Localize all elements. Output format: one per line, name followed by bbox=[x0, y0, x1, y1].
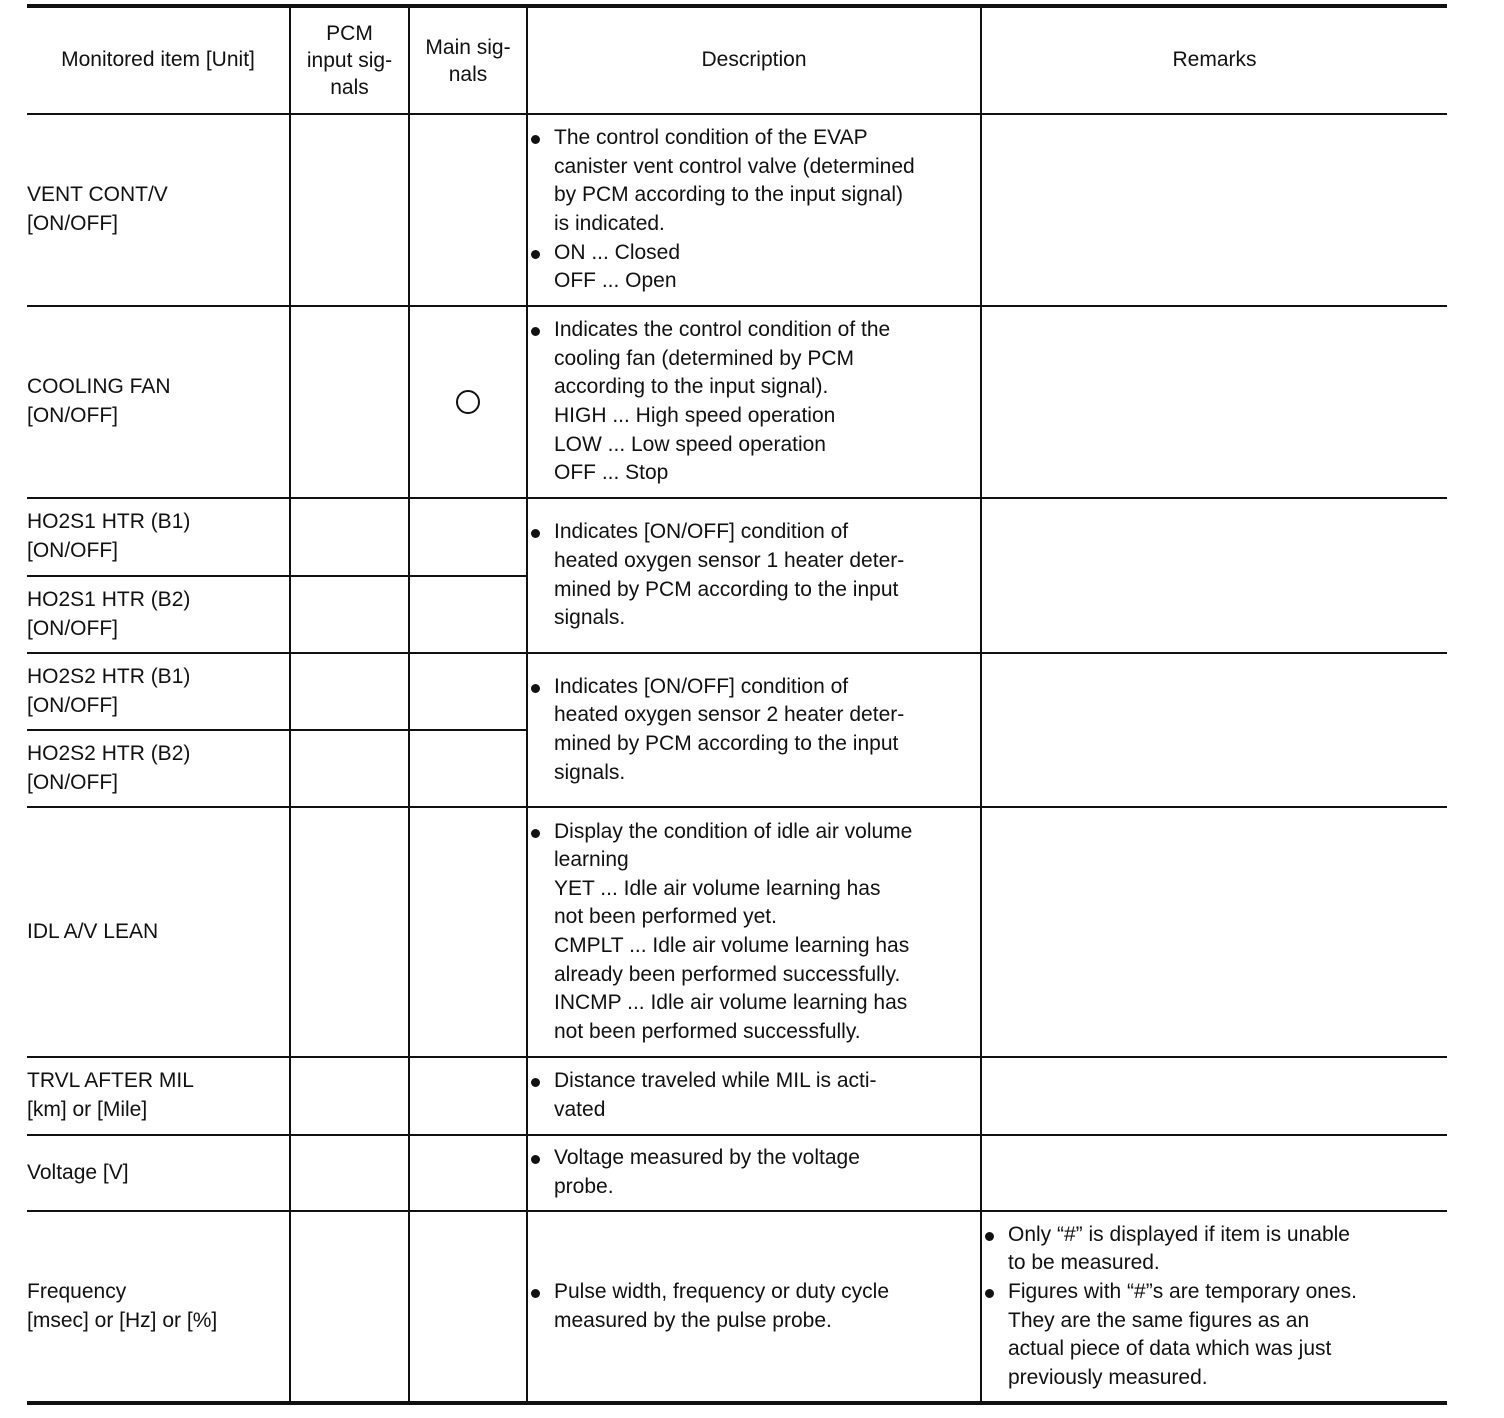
remarks-cell bbox=[981, 498, 1447, 653]
pcm-input-cell bbox=[290, 807, 409, 1057]
pcm-input-cell bbox=[290, 114, 409, 306]
description-cell bbox=[527, 1211, 981, 1403]
header-item: Monitored item [Unit] bbox=[27, 6, 290, 114]
description-cell bbox=[527, 653, 981, 807]
main-signal-cell bbox=[409, 1057, 527, 1135]
main-signal-cell bbox=[409, 730, 527, 807]
description-cell bbox=[527, 1057, 981, 1135]
remarks-cell bbox=[981, 1135, 1447, 1211]
main-signal-cell bbox=[409, 576, 527, 653]
pcm-input-cell bbox=[290, 498, 409, 576]
main-signal-cell bbox=[409, 306, 527, 498]
table-row-cooling-fan bbox=[27, 306, 1447, 498]
item-cell: HO2S1 HTR (B2) [ON/OFF] bbox=[27, 576, 290, 653]
main-signal-circle-icon bbox=[456, 390, 480, 414]
main-signal-cell bbox=[409, 807, 527, 1057]
bullet-item: Indicates [ON/OFF] condition of heated oxygen sensor 1 heater deter- mined by PCM according to the input signals. bbox=[528, 518, 980, 632]
pcm-input-cell bbox=[290, 576, 409, 653]
main-signal-cell bbox=[409, 653, 527, 730]
bullet-item: Indicates the control condition of the cooling fan (determined by PCM according to the input signal). bbox=[528, 316, 980, 402]
description-cell bbox=[527, 1135, 981, 1211]
bullet-item: Figures with “#”s are temporary ones. They are the same figures as an actual piece of data which was just previously measured. bbox=[982, 1278, 1447, 1392]
main-signal-cell bbox=[409, 1211, 527, 1403]
item-cell: HO2S2 HTR (B1) [ON/OFF] bbox=[27, 653, 290, 730]
header-row bbox=[27, 6, 1447, 114]
item-cell: Voltage [V] bbox=[27, 1135, 290, 1211]
table-row-ho2s2-htr-b1 bbox=[27, 653, 1447, 730]
bullet-item: The control condition of the EVAP canister vent control valve (determined by PCM according to the input signal) is indicated. bbox=[528, 124, 980, 238]
remarks-cell bbox=[981, 807, 1447, 1057]
bullet-item: ON ... Closed OFF ... Open bbox=[528, 239, 980, 296]
table-row-voltage bbox=[27, 1135, 1447, 1211]
bullet-item: Voltage measured by the voltage probe. bbox=[528, 1144, 980, 1201]
description-cell bbox=[527, 114, 981, 306]
item-cell: HO2S2 HTR (B2) [ON/OFF] bbox=[27, 730, 290, 807]
remarks-cell bbox=[981, 1211, 1447, 1403]
table-row-frequency bbox=[27, 1211, 1447, 1403]
pcm-input-cell bbox=[290, 653, 409, 730]
item-cell: Frequency [msec] or [Hz] or [%] bbox=[27, 1211, 290, 1403]
item-cell: IDL A/V LEAN bbox=[27, 807, 290, 1057]
description-cell: Indicates the control condition of the cooling fan (determined by PCM according to the input signal). HIGH ... High speed operation LOW ... Low speed operation OFF ... Stop bbox=[527, 306, 981, 498]
bullet-item: Display the condition of idle air volume learning bbox=[528, 818, 980, 875]
table-row-vent-cont-v bbox=[27, 114, 1447, 306]
pcm-input-cell bbox=[290, 1135, 409, 1211]
header-description: Description bbox=[527, 6, 981, 114]
pcm-input-cell bbox=[290, 306, 409, 498]
table-row-idl-av-lean bbox=[27, 807, 1447, 1057]
bullet-item: Pulse width, frequency or duty cycle measured by the pulse probe. bbox=[528, 1278, 980, 1335]
header-pcm-input-signals: PCM input sig- nals bbox=[290, 6, 409, 114]
pcm-input-cell bbox=[290, 1057, 409, 1135]
description-cell: Display the condition of idle air volume learning YET ... Idle air volume learning has not been performed yet. CMPLT ... Idle air volume learning has already been performed successfully. INCMP ... Idle air volume learning has not been performed successfully. bbox=[527, 807, 981, 1057]
item-cell: HO2S1 HTR (B1) [ON/OFF] bbox=[27, 498, 290, 576]
monitored-items-table bbox=[27, 4, 1447, 1405]
item-cell: VENT CONT/V [ON/OFF] bbox=[27, 114, 290, 306]
table-row-trvl-after-mil bbox=[27, 1057, 1447, 1135]
pcm-input-cell bbox=[290, 1211, 409, 1403]
main-signal-cell bbox=[409, 1135, 527, 1211]
header-remarks: Remarks bbox=[981, 6, 1447, 114]
remarks-cell bbox=[981, 306, 1447, 498]
remarks-cell bbox=[981, 653, 1447, 807]
description-cell bbox=[527, 498, 981, 653]
main-signal-cell bbox=[409, 498, 527, 576]
header-main-signals: Main sig- nals bbox=[409, 6, 527, 114]
main-signal-cell bbox=[409, 114, 527, 306]
item-cell: TRVL AFTER MIL [km] or [Mile] bbox=[27, 1057, 290, 1135]
bullet-item: Distance traveled while MIL is acti- vated bbox=[528, 1067, 980, 1124]
item-cell: COOLING FAN [ON/OFF] bbox=[27, 306, 290, 498]
remarks-cell bbox=[981, 114, 1447, 306]
pcm-input-cell bbox=[290, 730, 409, 807]
table-row-ho2s1-htr-b1 bbox=[27, 498, 1447, 576]
bullet-item: Indicates [ON/OFF] condition of heated oxygen sensor 2 heater deter- mined by PCM according to the input signals. bbox=[528, 673, 980, 787]
bullet-item: Only “#” is displayed if item is unable to be measured. bbox=[982, 1221, 1447, 1278]
remarks-cell bbox=[981, 1057, 1447, 1135]
